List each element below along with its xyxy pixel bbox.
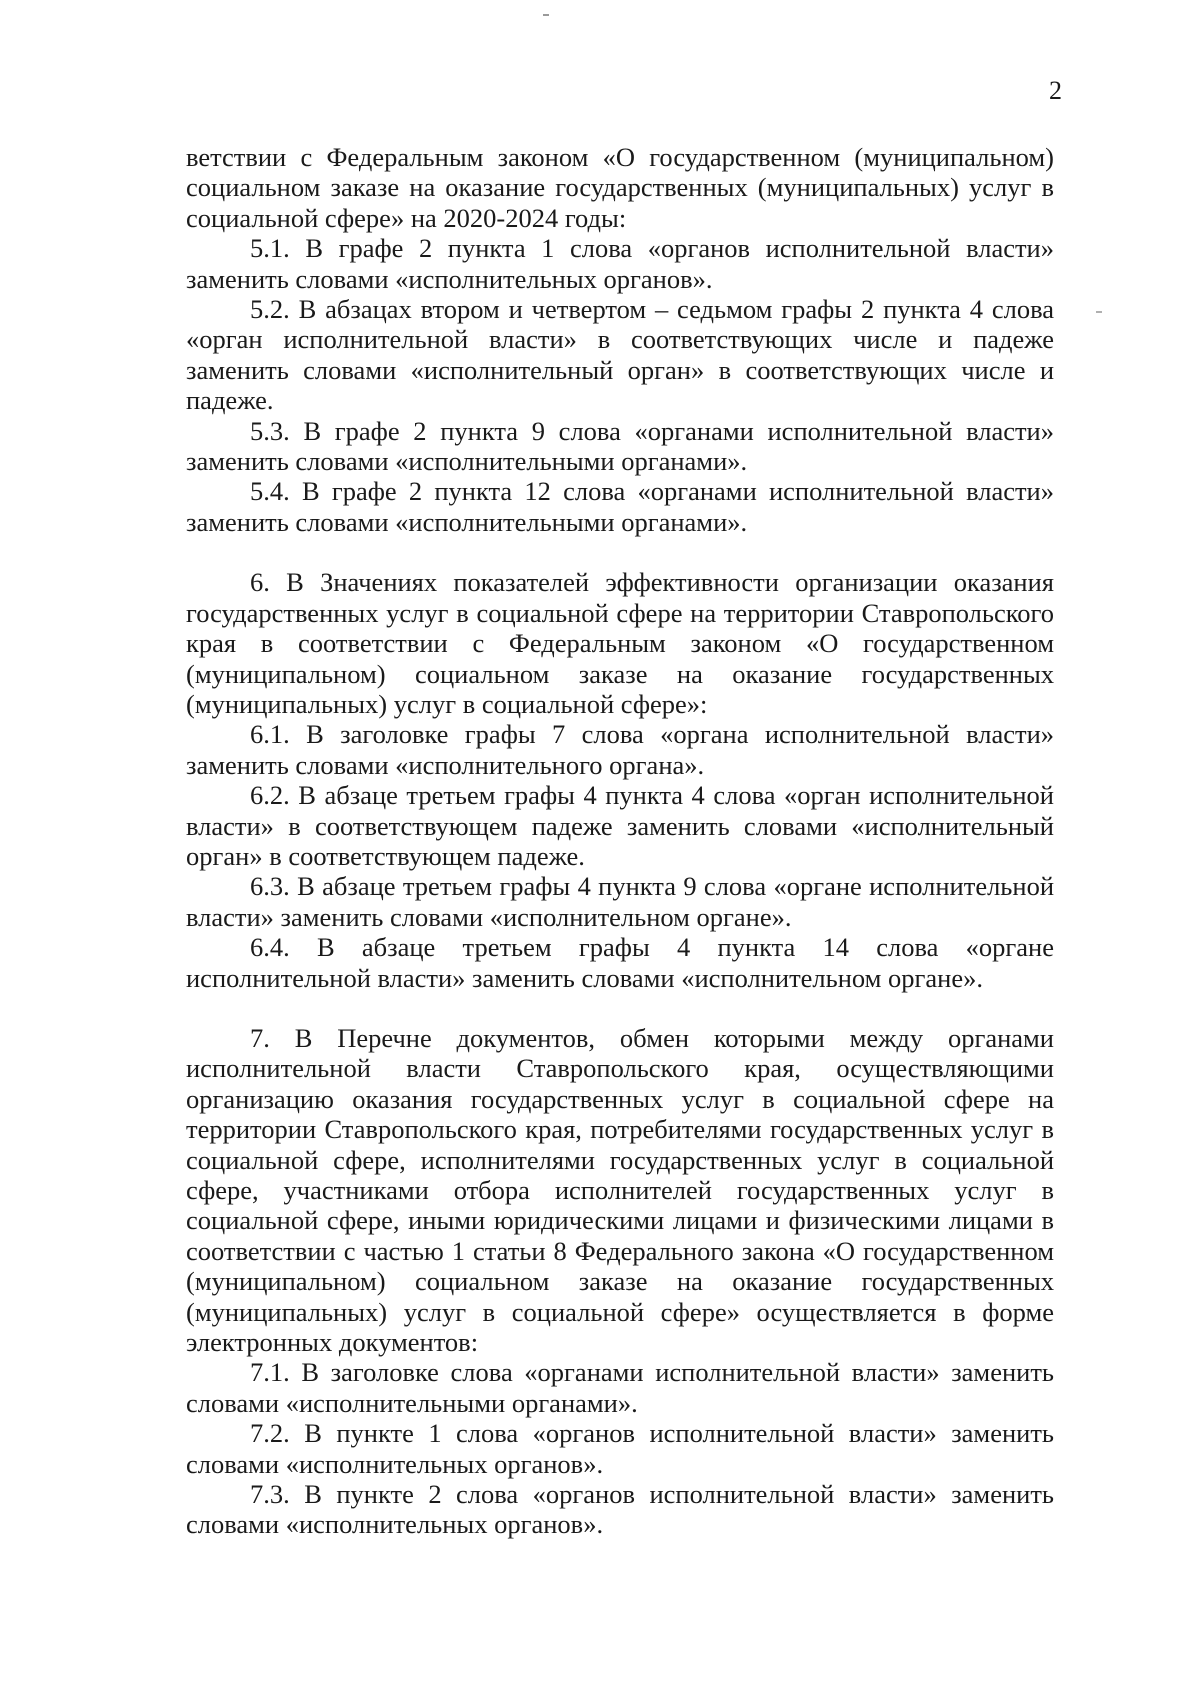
document-paragraph: 6. В Значениях показателей эффективности организации оказания государственных услуг в социальной сфере на территории Ставропольского края в соответствии с Федеральным законом «О государственном (муниципальном) социальном заказе на оказание государственных (муниципальных) услуг в социальной сфере»: — [186, 567, 1054, 719]
paragraph-gap — [186, 537, 1054, 567]
document-paragraph: 7. В Перечне документов, обмен которыми между органами исполнительной власти Ставропольского края, осуществляющими организацию оказания государственных услуг в социальной сфере на территории Ставропольского края, потребителями государственных услуг в социальной сфере, исполнителями государственных услуг в социальной сфере, участниками отбора исполнителей государственных услуг в социальной сфере, иными юридическими лицами и физическими лицами в соответствии с частью 1 статьи 8 Федерального закона «О государственном (муниципальном) социальном заказе на оказание государственных (муниципальных) услуг в социальной сфере» осуществляется в форме электронных документов: — [186, 1022, 1054, 1358]
document-paragraph: 7.2. В пункте 1 слова «органов исполнительной власти» заменить словами «исполнительных органов». — [186, 1418, 1054, 1479]
scan-artifact-dot — [543, 14, 549, 16]
document-paragraph: 6.3. В абзаце третьем графы 4 пункта 9 слова «органе исполнительной власти» заменить словами «исполнительном органе». — [186, 871, 1054, 932]
document-paragraph: ветствии с Федеральным законом «О государственном (муниципальном) социальном заказе на оказание государственных (муниципальных) услуг в социальной сфере» на 2020-2024 годы: — [186, 142, 1054, 233]
document-body — [186, 142, 1054, 1540]
page-number: 2 — [1049, 76, 1062, 105]
document-paragraph: 6.4. В абзаце третьем графы 4 пункта 14 слова «органе исполнительной власти» заменить словами «исполнительном органе». — [186, 932, 1054, 993]
document-paragraph: 7.3. В пункте 2 слова «органов исполнительной власти» заменить словами «исполнительных органов». — [186, 1479, 1054, 1540]
document-paragraph: 5.2. В абзацах втором и четвертом – седьмом графы 2 пункта 4 слова «орган исполнительной власти» в соответствующих числе и падеже заменить словами «исполнительный орган» в соответствующих числе и падеже. — [186, 294, 1054, 416]
paragraph-gap — [186, 993, 1054, 1023]
scan-artifact-mark — [1096, 311, 1102, 313]
document-paragraph: 6.1. В заголовке графы 7 слова «органа исполнительной власти» заменить словами «исполнительного органа». — [186, 719, 1054, 780]
document-paragraph: 5.4. В графе 2 пункта 12 слова «органами исполнительной власти» заменить словами «исполнительными органами». — [186, 476, 1054, 537]
document-paragraph: 5.1. В графе 2 пункта 1 слова «органов исполнительной власти» заменить словами «исполнительных органов». — [186, 233, 1054, 294]
document-paragraph: 7.1. В заголовке слова «органами исполнительной власти» заменить словами «исполнительными органами». — [186, 1357, 1054, 1418]
document-paragraph: 5.3. В графе 2 пункта 9 слова «органами исполнительной власти» заменить словами «исполнительными органами». — [186, 415, 1054, 477]
document-paragraph: 6.2. В абзаце третьем графы 4 пункта 4 слова «орган исполнительной власти» в соответствующем падеже заменить словами «исполнительный орган» в соответствующем падеже. — [186, 780, 1054, 871]
